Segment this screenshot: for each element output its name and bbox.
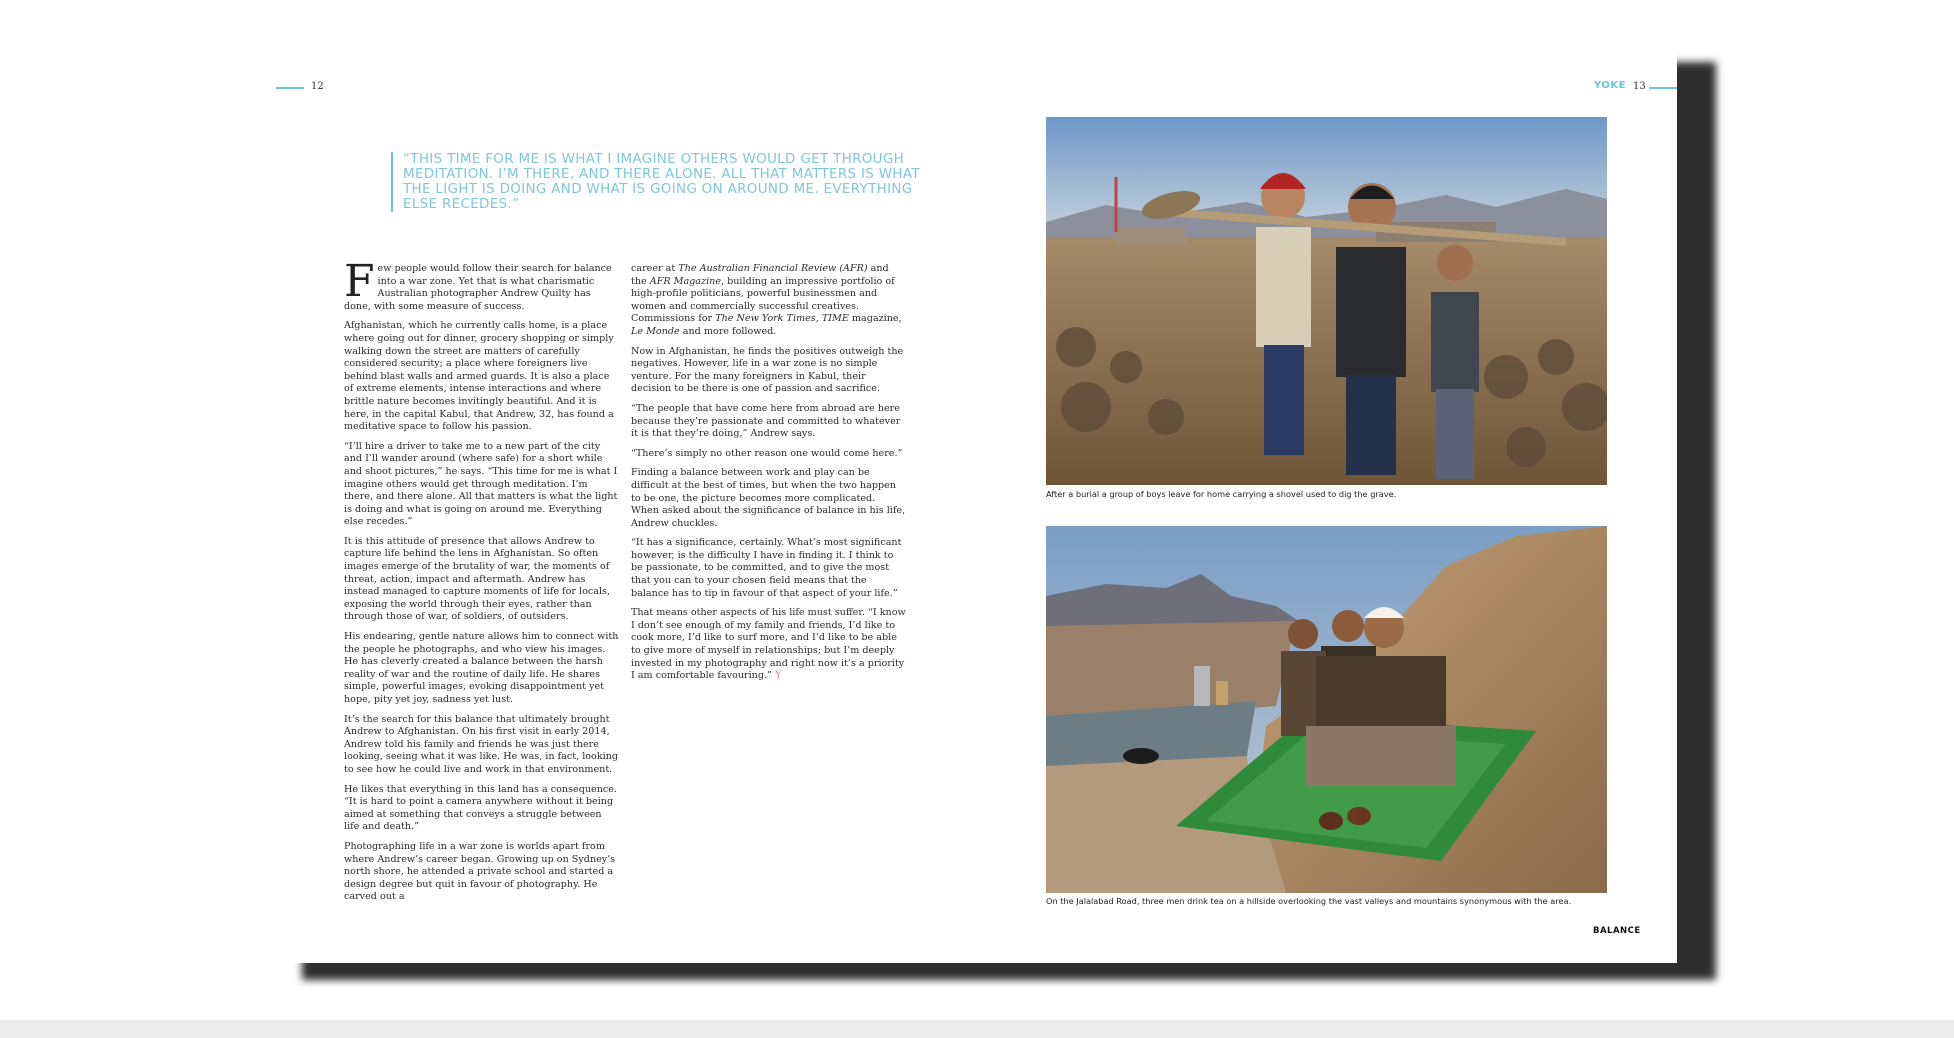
body-paragraph: That means other aspects of his life must suffer. “I know I don’t see enough of my family and friends, I’d like to cook more, I’d like to surf more, and I’d like to be able to give more of myself in relationships; but I’m deeply invested in my photography and right now it’s a priority I am comfortable favouring.” Y [631,607,906,682]
left-page-number: 12 [311,81,324,92]
body-paragraph: It’s the search for this balance that ultimately brought Andrew to Afghanistan. On his first visit in early 2014, Andrew told his family and friends he was just there looking, seeing what it was like. He was, in fact, looking to see how he could live and work in that environment. [344,713,619,775]
brand-logo: YOKE [1594,80,1626,91]
photo-boys-with-shovel [1046,117,1607,485]
body-paragraph: career at The Australian Financial Review (AFR) and the AFR Magazine, building an impressive portfolio of high-profile politicians, powerful businessmen and women and commercially successful creatives. Commissions for The New York Times, TIME magazine, Le Monde and more followed. [631,263,902,337]
article-column-2 [631,263,906,690]
photo-caption-top: After a burial a group of boys leave for home carrying a shovel used to dig the grave. [1046,489,1397,499]
body-paragraph: “I’ll hire a driver to take me to a new part of the city and I’ll wander around (where safe) for a short while and shoot pictures,” he says. “This time for me is what I imagine others would get through meditation. I’m there, and there alone. All that matters is what the light is doing and what is going on around me. Everything else recedes.” [344,440,618,528]
body-paragraph: “The people that have come here from abroad are here because they’re passionate and committed to whatever it is that they’re doing,” Andrew says. [631,402,901,440]
photo-caption-bottom: On the Jalalabad Road, three men drink tea on a hillside overlooking the vast valleys and mountains synonymous with the area. [1046,896,1572,906]
body-paragraph: Finding a balance between work and play can be difficult at the best of times, but when the two happen to be one, the picture becomes more complicated. When asked about the significance of balance in his life, Andrew chuckles. [631,467,906,529]
photo-men-drinking-tea [1046,526,1607,893]
body-paragraph: Afghanistan, which he currently calls home, is a place where going out for dinner, grocery shopping or simply walking down the street are matters of carefully considered security; a place where foreigners live behind blast walls and armed guards. It is also a place of extreme elements, intense interactions and where brittle nature becomes invitingly beautiful. And it is here, in the capital Kabul, that Andrew, 32, has found a meditative space to follow his passion. [344,320,614,433]
body-paragraph: Now in Afghanistan, he finds the positives outweigh the negatives. However, life in a war zone is no simple venture. For the many foreigners in Kabul, their decision to be there is one of passion and sacrifice. [631,345,904,395]
right-folio-rule [1649,87,1677,89]
section-label: BALANCE [1593,926,1641,936]
body-paragraph: His endearing, gentle nature allows him to connect with the people he photographs, and who view his images. He has cleverly created a balance between the harsh reality of war and the routine of daily life. He shares simple, powerful images, evoking disappointment yet hope, pity yet joy, sadness yet lust. [344,631,619,705]
end-mark-icon: Y [775,670,782,682]
body-paragraph: It is this attitude of presence that allows Andrew to capture life behind the lens in Afghanistan. So often images emerge of the brutality of war, the moments of threat, action, impact and aftermath. Andrew has instead managed to capture moments of life for locals, exposing the world through their eyes, rather than through those of war, of soldiers, of outsiders. [344,535,610,623]
right-page-number: 13 [1633,81,1646,92]
article-column-1 [344,256,619,911]
body-paragraph: “It has a significance, certainly. What’s most significant however, is the difficulty I have in finding it. I think to be passionate, to be committed, and to give the most that you can to your chosen field means that the balance has to tip in favour of that aspect of your life.” [631,537,902,599]
backdrop-floor [0,1020,1954,1038]
body-paragraph: He likes that everything in this land has a consequence. “It is hard to point a camera anywhere without it being aimed at something that conveys a struggle between life and death.” [344,783,617,833]
lead-paragraph: Few people would follow their search for balance into a war zone. Yet that is what charismatic Australian photographer Andrew Quilty has done, with some measure of success. [344,256,612,312]
pull-quote: “THIS TIME FOR ME IS WHAT I IMAGINE OTHERS WOULD GET THROUGH MEDITATION. I’M THERE, AND THERE ALONE. ALL THAT MATTERS IS WHAT THE LIGHT IS DOING AND WHAT IS GOING ON AROUND ME. EVERYTHING ELSE RECEDES.” [391,152,923,212]
left-folio-rule [276,87,304,89]
drop-cap: F [344,256,375,307]
body-paragraph: Photographing life in a war zone is worlds apart from where Andrew’s career began. Growing up on Sydney’s north shore, he attended a private school and started a design degree but quit in favour of photography. He carved out a [344,840,616,903]
body-paragraph: “There’s simply no other reason one would come here.” [631,447,903,459]
